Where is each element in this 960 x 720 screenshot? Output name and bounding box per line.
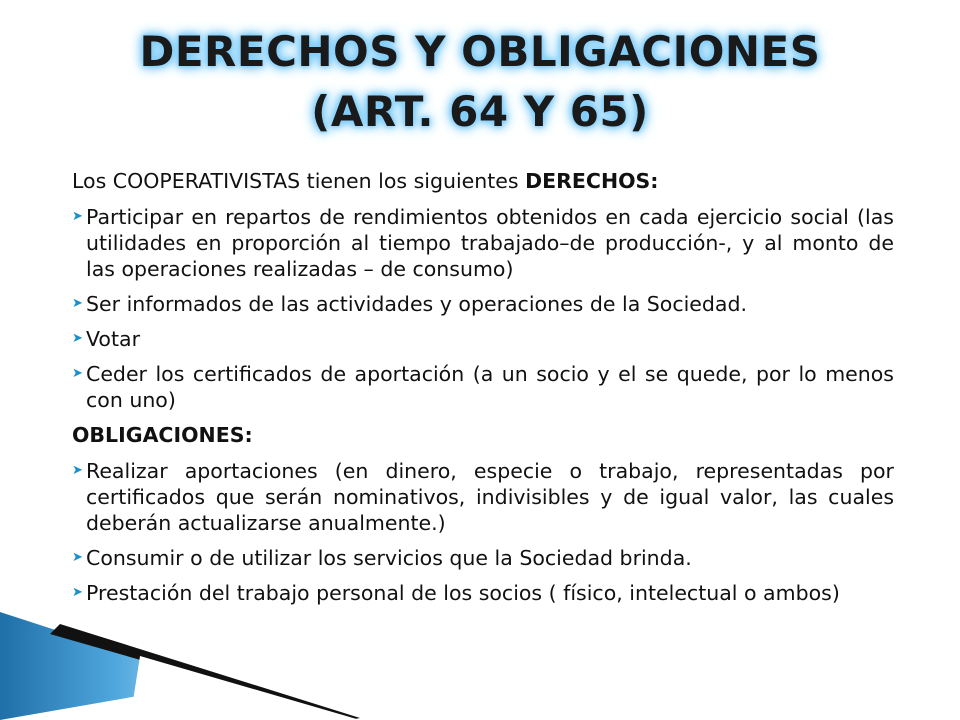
intro-prefix: Los COOPERATIVISTAS tienen los siguientes — [72, 169, 526, 193]
arrow-bullet-icon: ➤ — [72, 550, 83, 565]
derecho-text: Ser informados de las actividades y operaciones de la Sociedad. — [86, 292, 748, 316]
arrow-bullet-icon: ➤ — [72, 585, 83, 600]
list-item-derecho — [72, 291, 894, 317]
intro-bold: DERECHOS: — [525, 169, 659, 193]
list-item-obligacion — [72, 545, 894, 571]
list-item-derecho — [72, 204, 894, 282]
corner-wedge-decoration — [0, 610, 420, 720]
slide-body — [72, 168, 894, 615]
obligacion-text: Prestación del trabajo personal de los socios ( físico, intelectual o ambos) — [86, 581, 840, 605]
title-line-1: DERECHOS Y OBLIGACIONES — [139, 27, 821, 76]
arrow-bullet-icon: ➤ — [72, 366, 83, 381]
list-item-derecho — [72, 361, 894, 413]
derecho-text: Votar — [86, 327, 141, 351]
obligacion-text: Realizar aportaciones (en dinero, especie o trabajo, representadas por certificados que serán nominativos, indivisibles y de igual valor, las cuales deberán actualizarse anualmente.) — [86, 459, 894, 535]
obligacion-text: Consumir o de utilizar los servicios que la Sociedad brinda. — [86, 546, 692, 570]
title-line-2: (ART. 64 Y 65) — [311, 87, 649, 136]
intro-text — [72, 168, 894, 194]
white-wedge — [130, 656, 360, 720]
arrow-bullet-icon: ➤ — [72, 296, 83, 311]
arrow-bullet-icon: ➤ — [72, 331, 83, 346]
derecho-text: Ceder los certificados de aportación (a un socio y el se quede, por lo menos con uno) — [86, 362, 894, 412]
arrow-bullet-icon: ➤ — [72, 463, 83, 478]
list-item-obligacion — [72, 458, 894, 536]
list-item-obligacion — [72, 580, 894, 606]
slide-title — [0, 22, 960, 142]
derecho-text: Participar en repartos de rendimientos obtenidos en cada ejercicio social (las utilidades en proporción al tiempo trabajado–de producción-, y al monto de las operaciones realizadas – de consumo) — [86, 205, 894, 281]
list-item-derecho — [72, 326, 894, 352]
arrow-bullet-icon: ➤ — [72, 209, 83, 224]
obligaciones-heading: OBLIGACIONES: — [72, 423, 253, 447]
